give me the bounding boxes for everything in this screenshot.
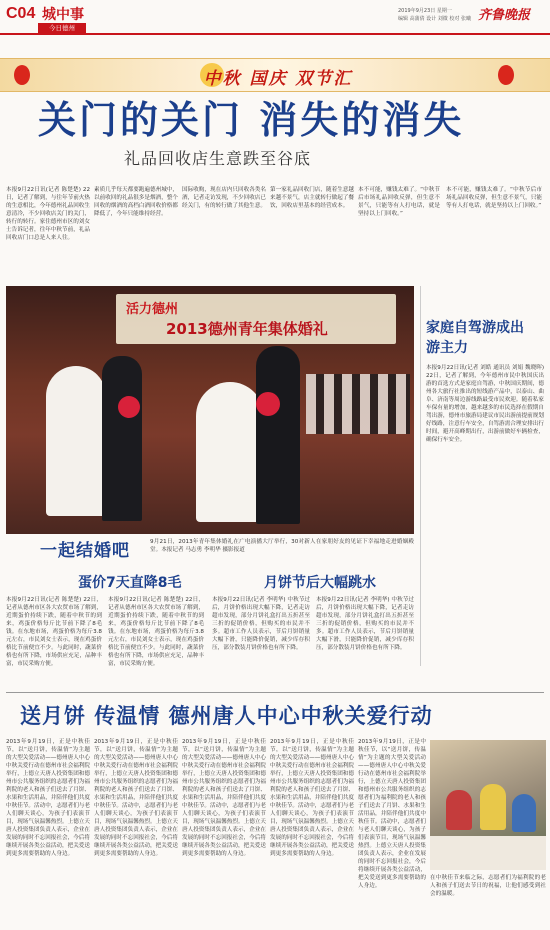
lead-column-side: 本不可能，赚钱太难了。“中秋节后市场礼品回收反弹，但生意不景气，只能等有人打电话，就是坚持以上门回收。”: [446, 187, 542, 209]
section-name: 城中事: [42, 7, 84, 23]
child-figure: [480, 784, 506, 830]
charity-caption: 在中秋佳节来临之际，志愿者们为福利院的老人和孩子们送去节日的祝福，让他们感受到社会的温暖。: [430, 875, 546, 897]
mooncake-headline: 月饼节后大幅跳水: [264, 575, 376, 591]
section-rule: [6, 692, 544, 693]
lead-column: 素质几乎每天都要跑遍德州城中，以前收回的礼品很多是烟酒，整个回收的烟酒的高档白酒回收价格都降低了，今年只能维持经营。: [94, 187, 178, 217]
photo-banner: 2013德州青年集体婚礼: [166, 320, 328, 338]
lead-column: 本报9月22日讯(记者 陈楚楚) 22日，记者了解到，与往年节前火热的生意相比，今年德州礼品回收生意清冷，不少回收店关门的关门，转行的转行。家住德州市区的刘女士告诉记者，往年中秋节前，礼品回收店门口总是人来人往。: [6, 187, 90, 241]
wedding-caption: 9月21日，2013年青年集体婚礼在广电演播大厅举行，30对新人在家朋好友的见证下幸福地走进婚姻殿堂。本报记者 马志勇 李明华 摄影报道: [150, 539, 414, 553]
groom-figure: [102, 356, 142, 521]
groom-figure: [256, 346, 300, 524]
subsection-tag: 今日德州: [38, 23, 86, 33]
page-code: C04: [6, 5, 36, 22]
lead-headline: 关门的关门 消失的消失: [38, 98, 465, 142]
child-figure: [512, 794, 536, 832]
mooncake-body-col: 本报9月22日讯(记者 李明华) 中秋节过后，月饼价格出现大幅下降，记者走访超市发现，部分月饼礼盒打出五折甚至三折的促销价格，但购买的市民并不多。超市工作人员表示，节后月饼销量大幅下滑，只能降价促销，减少库存积压，部分散装月饼价格也有所下降。: [316, 597, 414, 651]
lead-column: 国际收购，现在店内只回收各类名酒，记者走访发现，不少回收店已经关门，有的转行做了其他生意。: [182, 187, 266, 209]
bottom-body-col: 2013年9月19日，正是中秋佳节，以“送月饼，传温情”为主题的大型关爱活动——德州唐人中心中秋关爱行动在德州市社会福利院举行，上德立天唐人投资集团和德州市公共服务组织的志愿者们为福利院的老人和孩子们送去了月饼、水果和生活用品，并陪伴他们共度中秋佳节。活动中，志愿者们与老人们聊天谈心，为孩子们表演节目，现场气氛温馨热烈。上德立天唐人投资集团负责人表示，企业在发展的同时不忘回报社会，今后将继续开展各类公益活动，把关爱送到更多需要帮助的人身边。: [270, 739, 354, 857]
bouquet: [256, 392, 280, 416]
bottom-body-col: 2013年9月19日，正是中秋佳节，以“送月饼，传温情”为主题的大型关爱活动——德州唐人中心中秋关爱行动在德州市社会福利院举行，上德立天唐人投资集团和德州市公共服务组织的志愿者们为福利院的老人和孩子们送去了月饼、水果和生活用品，并陪伴他们共度中秋佳节。活动中，志愿者们与老人们聊天谈心，为孩子们表演节目，现场气氛温馨热烈。上德立天唐人投资集团负责人表示，企业在发展的同时不忘回报社会，今后将继续开展各类公益活动，把关爱送到更多需要帮助的人身边。: [6, 739, 90, 857]
egg-body-col: 本报9月22日讯(记者 陈楚楚) 22日，记者从德州市区各大农贸市场了解到，近期蛋价持续下跌，随着中秋节的到来，鸡蛋价格每斤比节前下降了8毛钱。在东地市场，鸡蛋价格为每斤3.8元左右，市民刘女士表示，现在鸡蛋价格比节前便宜不少。与此同时，蔬菜价格也有所下降，市场供应充足，品种丰富，市民采购方便。: [6, 597, 102, 667]
page-header: [0, 0, 550, 34]
child-figure: [446, 790, 472, 830]
egg-headline: 蛋价7天直降8毛: [78, 575, 182, 591]
bride-figure: [46, 366, 106, 516]
banner-text: 中秋 国庆 双节汇: [203, 69, 353, 89]
selfdrive-headline: 家庭自驾游成出游主力: [426, 320, 524, 356]
bottom-body-col: 2013年9月19日，正是中秋佳节，以“送月饼，传温情”为主题的大型关爱活动——德州唐人中心中秋关爱行动在德州市社会福利院举行，上德立天唐人投资集团和德州市公共服务组织的志愿者们为福利院的老人和孩子们送去了月饼、水果和生活用品，并陪伴他们共度中秋佳节。活动中，志愿者们与老人们聊天谈心，为孩子们表演节目，现场气氛温馨热烈。上德立天唐人投资集团负责人表示，企业在发展的同时不忘回报社会，今后将继续开展各类公益活动，把关爱送到更多需要帮助的人身边。: [182, 739, 266, 857]
lantern-icon: [498, 65, 514, 85]
mooncake-body-col: 本报9月22日讯(记者 李明华) 中秋节过后，月饼价格出现大幅下降，记者走访超市发现，部分月饼礼盒打出五折甚至三折的促销价格，但购买的市民并不多。超市工作人员表示，节后月饼销量大幅下滑，只能降价促销，减少库存积压，部分散装月饼价格也有所下降。: [212, 597, 310, 651]
table: [430, 836, 546, 870]
egg-body-col: 本报9月22日讯(记者 陈楚楚) 22日，记者从德州市区各大农贸市场了解到，近期蛋价持续下跌，随着中秋节的到来，鸡蛋价格每斤比节前下降了8毛钱。在东地市场，鸡蛋价格为每斤3.8元左右，市民刘女士表示，现在鸡蛋价格比节前便宜不少。与此同时，蔬菜价格也有所下降，市场供应充足，品种丰富，市民采购方便。: [108, 597, 204, 667]
wedding-photo: [6, 286, 414, 534]
photo-sign: 活力德州: [126, 302, 179, 317]
header-rule: [0, 33, 550, 35]
lantern-icon: [14, 65, 30, 85]
selfdrive-body: 本报9月22日讯(记者 刘皓 通讯员 刘娟 魏晓晖) 22日，记者了解到，今年德州市民中秋国庆出游的首选方式是家庭自驾游，中秋国庆期间，德州各大旅行社推出的短线游产品中，以泰山、曲阜、济南等周边游线路最受市民欢迎。随着私家车保有量的增加，越来越多的市民选择在假期自驾出游，德州市旅游局建议市民出游前提前规划好线路，注意行车安全，自驾游需合理安排出行时间，避开高峰期出行，出游前做好车辆检查，确保行车安全。: [426, 365, 544, 443]
lead-column: 本不可能，赚钱太难了。“中秋节后市场礼品回收反弹，但生意不景气，只能等有人打电话，就是坚持以上门回收。”: [358, 187, 440, 217]
side-divider: [420, 286, 421, 666]
bouquet: [118, 396, 140, 418]
bottom-body-col: 2013年9月19日，正是中秋佳节，以“送月饼，传温情”为主题的大型关爱活动——德州唐人中心中秋关爱行动在德州市社会福利院举行，上德立天唐人投资集团和德州市公共服务组织的志愿者们为福利院的老人和孩子们送去了月饼、水果和生活用品，并陪伴他们共度中秋佳节。活动中，志愿者们与老人们聊天谈心，为孩子们表演节目，现场气氛温馨热烈。上德立天唐人投资集团负责人表示，企业在发展的同时不忘回报社会，今后将继续开展各类公益活动，把关爱送到更多需要帮助的人身边。: [94, 739, 178, 857]
masthead-logo: 齐鲁晚报: [478, 8, 531, 23]
lead-subheadline: 礼品回收店生意跌至谷底: [124, 149, 312, 168]
bottom-headline: 送月饼 传温情 德州唐人中心中秋关爱行动: [20, 704, 433, 728]
editor-credits: 编辑 高蒲倩 设计 刘微 校对 张曦: [398, 16, 471, 22]
issue-date: 2019年9月23日 星期一: [398, 8, 452, 14]
bottom-body-col: 2013年9月19日，正是中秋佳节，以“送月饼，传温情”为主题的大型关爱活动——德州唐人中心中秋关爱行动在德州市社会福利院举行，上德立天唐人投资集团和德州市公共服务组织的志愿者们为福利院的老人和孩子们送去了月饼、水果和生活用品，并陪伴他们共度中秋佳节。活动中，志愿者们与老人们聊天谈心，为孩子们表演节目，现场气氛温馨热烈。上德立天唐人投资集团负责人表示，企业在发展的同时不忘回报社会，今后将继续开展各类公益活动，把关爱送到更多需要帮助的人身边。: [358, 739, 426, 889]
lead-column: 第一家礼品回收门店，随着生意越来越不景气，店主就转行做起了餐饮，回收店里基本的经营成本。: [270, 187, 354, 209]
wedding-headline: 一起结婚吧: [40, 541, 130, 561]
festival-banner: [0, 58, 550, 92]
background-couples: [306, 374, 410, 434]
bride-figure: [196, 382, 264, 522]
charity-photo: [430, 740, 546, 870]
